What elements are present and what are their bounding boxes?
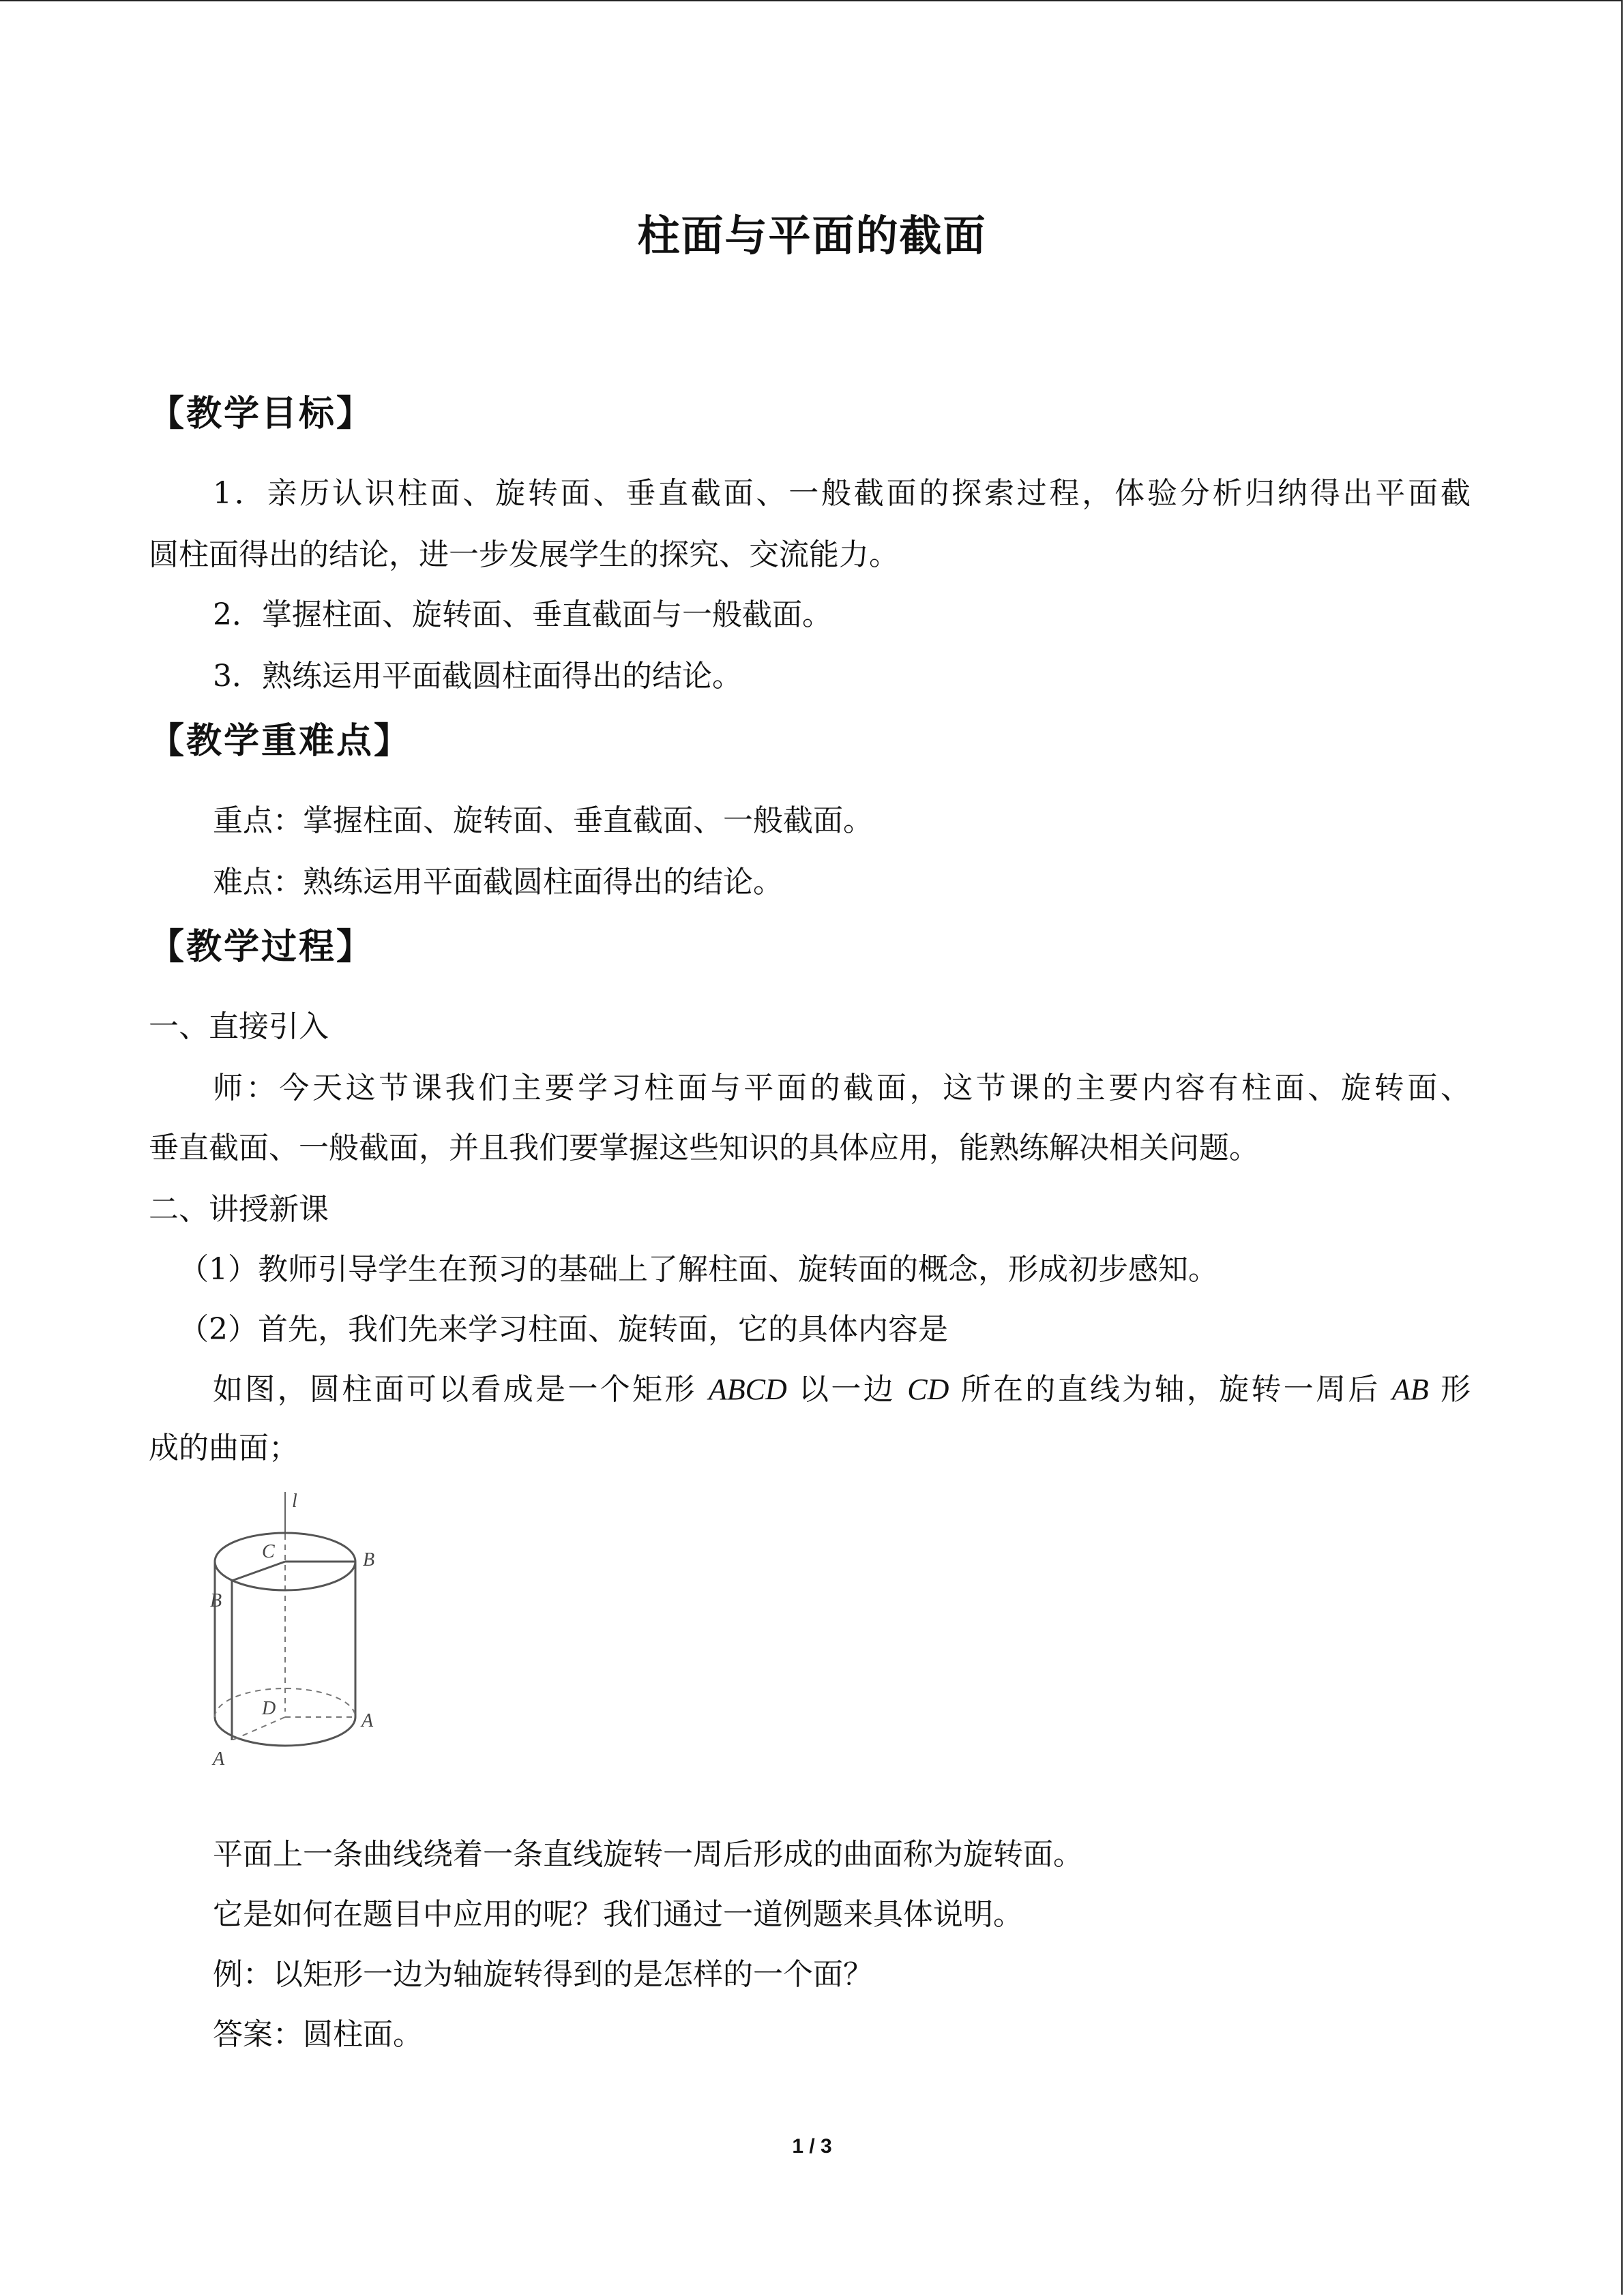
cylinder-diagram xyxy=(205,1487,402,1787)
rotation-surface-definition: 平面上一条曲线绕着一条直线旋转一周后形成的曲面称为旋转面。 xyxy=(213,1837,1083,1872)
goal-item-2: 2．掌握柱面、旋转面、垂直截面与一般截面。 xyxy=(213,597,832,632)
transition-text: 它是如何在题目中应用的呢？我们通过一道例题来具体说明。 xyxy=(213,1897,1023,1932)
heading-teaching-goals: 【教学目标】 xyxy=(149,393,374,434)
figure-description-part-d: 形 xyxy=(1428,1372,1471,1407)
goal-item-1-line-1: 1．亲历认识柱面、旋转面、垂直截面、一般截面的探索过程，体验分析归纳得出平面截 xyxy=(213,476,1471,511)
part-1-title: 一、直接引入 xyxy=(149,1009,329,1044)
figure-description-part-a: 如图，圆柱面可以看成是一个矩形 xyxy=(213,1372,709,1407)
label-axis-l: l xyxy=(292,1491,297,1512)
page-number: 1 / 3 xyxy=(792,2135,832,2158)
cylinder-figure xyxy=(205,1487,402,1787)
goal-item-1-line-2: 圆柱面得出的结论，进一步发展学生的探究、交流能力。 xyxy=(149,537,899,572)
step-2: （2）首先，我们先来学习柱面、旋转面，它的具体内容是 xyxy=(179,1312,948,1347)
rectangle-name: ABCD xyxy=(708,1373,787,1406)
label-b-right: B xyxy=(363,1549,375,1570)
top-radius-cb-front xyxy=(232,1562,285,1581)
heading-teaching-process: 【教学过程】 xyxy=(149,927,374,968)
label-d: D xyxy=(262,1698,276,1719)
teacher-intro-line-1: 师：今天这节课我们主要学习柱面与平面的截面，这节课的主要内容有柱面、旋转面、 xyxy=(213,1071,1471,1105)
teacher-intro-line-2: 垂直截面、一般截面，并且我们要掌握这些知识的具体应用，能熟练解决相关问题。 xyxy=(149,1131,1259,1165)
label-a-left: A xyxy=(213,1748,225,1770)
figure-description-line-1 xyxy=(213,1369,1471,1410)
bottom-radius-da-front xyxy=(232,1717,285,1740)
part-2-title: 二、讲授新课 xyxy=(149,1192,329,1227)
rotating-side-name: AB xyxy=(1391,1373,1429,1406)
figure-description-line-2: 成的曲面； xyxy=(149,1431,299,1465)
figure-description-part-b: 以一边 xyxy=(786,1372,908,1407)
heading-key-points: 【教学重难点】 xyxy=(149,721,412,762)
bottom-ellipse-front xyxy=(215,1717,355,1746)
key-point-difficulty: 难点：熟练运用平面截圆柱面得出的结论。 xyxy=(213,865,783,899)
example-answer: 答案：圆柱面。 xyxy=(213,2017,423,2052)
label-c: C xyxy=(262,1541,275,1562)
step-1: （1）教师引导学生在预习的基础上了解柱面、旋转面的概念，形成初步感知。 xyxy=(179,1252,1218,1287)
axis-side-name: CD xyxy=(907,1373,949,1406)
label-a-right: A xyxy=(361,1710,374,1731)
key-point-focus: 重点：掌握柱面、旋转面、垂直截面、一般截面。 xyxy=(213,803,873,838)
page-title: 柱面与平面的截面 xyxy=(637,211,987,260)
figure-description-part-c: 所在的直线为轴，旋转一周后 xyxy=(949,1372,1392,1407)
label-b-left: B xyxy=(210,1590,222,1611)
goal-item-3: 3．熟练运用平面截圆柱面得出的结论。 xyxy=(213,659,742,694)
example-question: 例：以矩形一边为轴旋转得到的是怎样的一个面？ xyxy=(213,1957,873,1992)
